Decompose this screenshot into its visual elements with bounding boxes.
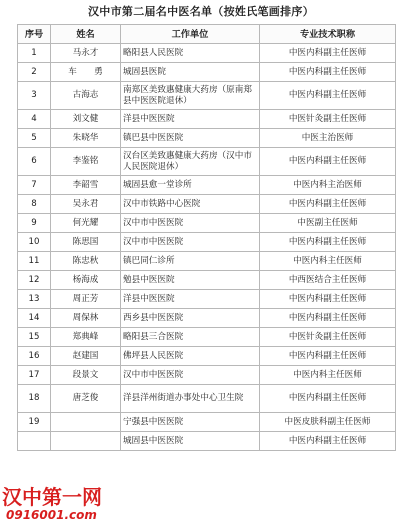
cell-name: 何光耀 bbox=[51, 214, 121, 233]
cell-title: 中医内科副主任医师 bbox=[260, 195, 396, 214]
cell-name: 唐芝俊 bbox=[51, 385, 121, 413]
cell-name: 李鉴铭 bbox=[51, 148, 121, 176]
table-row bbox=[18, 233, 396, 252]
table-row bbox=[18, 214, 396, 233]
cell-no: 14 bbox=[18, 309, 51, 328]
cell-no: 16 bbox=[18, 347, 51, 366]
cell-name: 赵建国 bbox=[51, 347, 121, 366]
table-row bbox=[18, 328, 396, 347]
cell-title: 中医针灸副主任医师 bbox=[260, 328, 396, 347]
cell-title: 中医内科副主任医师 bbox=[260, 63, 396, 82]
cell-no: 2 bbox=[18, 63, 51, 82]
table-row bbox=[18, 385, 396, 413]
cell-name bbox=[51, 432, 121, 451]
cell-no: 10 bbox=[18, 233, 51, 252]
cell-name: 周正芳 bbox=[51, 290, 121, 309]
cell-title: 中医内科副主任医师 bbox=[260, 290, 396, 309]
cell-no: 4 bbox=[18, 110, 51, 129]
column-header-name: 姓名 bbox=[51, 25, 121, 44]
cell-unit: 镇巴县中医医院 bbox=[121, 129, 260, 148]
table-row bbox=[18, 148, 396, 176]
cell-unit: 汉台区美致惠健康大药房（汉中市人民医院退休） bbox=[121, 148, 260, 176]
cell-no: 19 bbox=[18, 413, 51, 432]
cell-name: 杨海成 bbox=[51, 271, 121, 290]
table-row bbox=[18, 252, 396, 271]
cell-no: 6 bbox=[18, 148, 51, 176]
cell-unit: 宁强县中医医院 bbox=[121, 413, 260, 432]
cell-no: 17 bbox=[18, 366, 51, 385]
cell-name: 李韶雪 bbox=[51, 176, 121, 195]
cell-unit: 城固县医院 bbox=[121, 63, 260, 82]
table-row bbox=[18, 366, 396, 385]
cell-no: 15 bbox=[18, 328, 51, 347]
cell-title: 中医内科副主任医师 bbox=[260, 347, 396, 366]
cell-name: 段景文 bbox=[51, 366, 121, 385]
document-title: 汉中市第二届名中医名单（按姓氏笔画排序） bbox=[88, 5, 314, 18]
cell-title: 中医内科副主任医师 bbox=[260, 385, 396, 413]
cell-unit: 洋县中医医院 bbox=[121, 110, 260, 129]
cell-name: 吴永君 bbox=[51, 195, 121, 214]
site-watermark-logo bbox=[2, 486, 132, 532]
cell-unit: 汉中市中医医院 bbox=[121, 366, 260, 385]
cell-title: 中西医结合主任医师 bbox=[260, 271, 396, 290]
cell-title: 中医皮肤科副主任医师 bbox=[260, 413, 396, 432]
table-row bbox=[18, 271, 396, 290]
cell-no: 7 bbox=[18, 176, 51, 195]
cell-no: 13 bbox=[18, 290, 51, 309]
table-row bbox=[18, 82, 396, 110]
table-header-row bbox=[18, 25, 396, 44]
table-row bbox=[18, 432, 396, 451]
cell-unit: 佛坪县人民医院 bbox=[121, 347, 260, 366]
cell-unit: 汉中市铁路中心医院 bbox=[121, 195, 260, 214]
cell-no: 11 bbox=[18, 252, 51, 271]
cell-title: 中医内科主任医师 bbox=[260, 252, 396, 271]
cell-no: 9 bbox=[18, 214, 51, 233]
cell-title: 中医内科主任医师 bbox=[260, 366, 396, 385]
cell-title: 中医主治医师 bbox=[260, 129, 396, 148]
cell-unit: 洋县中医医院 bbox=[121, 290, 260, 309]
cell-title: 中医内科副主任医师 bbox=[260, 309, 396, 328]
cell-no: 3 bbox=[18, 82, 51, 110]
table-row bbox=[18, 110, 396, 129]
cell-unit: 南郑区美致惠健康大药房（原南郑县中医医院退休） bbox=[121, 82, 260, 110]
watermark-line2: 0916001.com bbox=[6, 508, 97, 522]
column-header-unit: 工作单位 bbox=[121, 25, 260, 44]
cell-unit: 略阳县人民医院 bbox=[121, 44, 260, 63]
cell-name: 周保林 bbox=[51, 309, 121, 328]
cell-title: 中医内科副主任医师 bbox=[260, 148, 396, 176]
table-row bbox=[18, 63, 396, 82]
cell-unit: 洋县洋州街道办事处中心卫生院 bbox=[121, 385, 260, 413]
cell-unit: 镇巴同仁诊所 bbox=[121, 252, 260, 271]
cell-unit: 汉中市中医医院 bbox=[121, 233, 260, 252]
table-row bbox=[18, 309, 396, 328]
cell-title: 中医针灸副主任医师 bbox=[260, 110, 396, 129]
cell-name bbox=[51, 413, 121, 432]
table-row bbox=[18, 290, 396, 309]
cell-name: 车 勇 bbox=[51, 63, 121, 82]
cell-title: 中医内科副主任医师 bbox=[260, 432, 396, 451]
column-header-no: 序号 bbox=[18, 25, 51, 44]
table-row bbox=[18, 129, 396, 148]
cell-name: 马永才 bbox=[51, 44, 121, 63]
table-row bbox=[18, 195, 396, 214]
cell-title: 中医内科主治医师 bbox=[260, 176, 396, 195]
cell-unit: 西乡县中医医院 bbox=[121, 309, 260, 328]
column-header-title: 专业技术职称 bbox=[260, 25, 396, 44]
cell-title: 中医内科副主任医师 bbox=[260, 44, 396, 63]
cell-title: 中医内科副主任医师 bbox=[260, 233, 396, 252]
name-list-table bbox=[17, 24, 396, 451]
cell-title: 中医副主任医师 bbox=[260, 214, 396, 233]
cell-title: 中医内科副主任医师 bbox=[260, 82, 396, 110]
cell-unit: 城固县愈一堂诊所 bbox=[121, 176, 260, 195]
table-row bbox=[18, 176, 396, 195]
cell-name: 陈思国 bbox=[51, 233, 121, 252]
cell-unit: 勉县中医医院 bbox=[121, 271, 260, 290]
cell-unit: 城固县中医医院 bbox=[121, 432, 260, 451]
cell-name: 陈忠秋 bbox=[51, 252, 121, 271]
table-row bbox=[18, 347, 396, 366]
cell-name: 刘文健 bbox=[51, 110, 121, 129]
cell-no: 12 bbox=[18, 271, 51, 290]
cell-name: 郑典峰 bbox=[51, 328, 121, 347]
cell-no: 18 bbox=[18, 385, 51, 413]
cell-no: 5 bbox=[18, 129, 51, 148]
cell-no bbox=[18, 432, 51, 451]
watermark-line1: 汉中第一网 bbox=[2, 485, 102, 509]
cell-name: 朱晓华 bbox=[51, 129, 121, 148]
cell-unit: 汉中市中医医院 bbox=[121, 214, 260, 233]
cell-no: 1 bbox=[18, 44, 51, 63]
cell-name: 古海志 bbox=[51, 82, 121, 110]
cell-no: 8 bbox=[18, 195, 51, 214]
table-row bbox=[18, 44, 396, 63]
cell-unit: 略阳县三合医院 bbox=[121, 328, 260, 347]
table-row bbox=[18, 413, 396, 432]
